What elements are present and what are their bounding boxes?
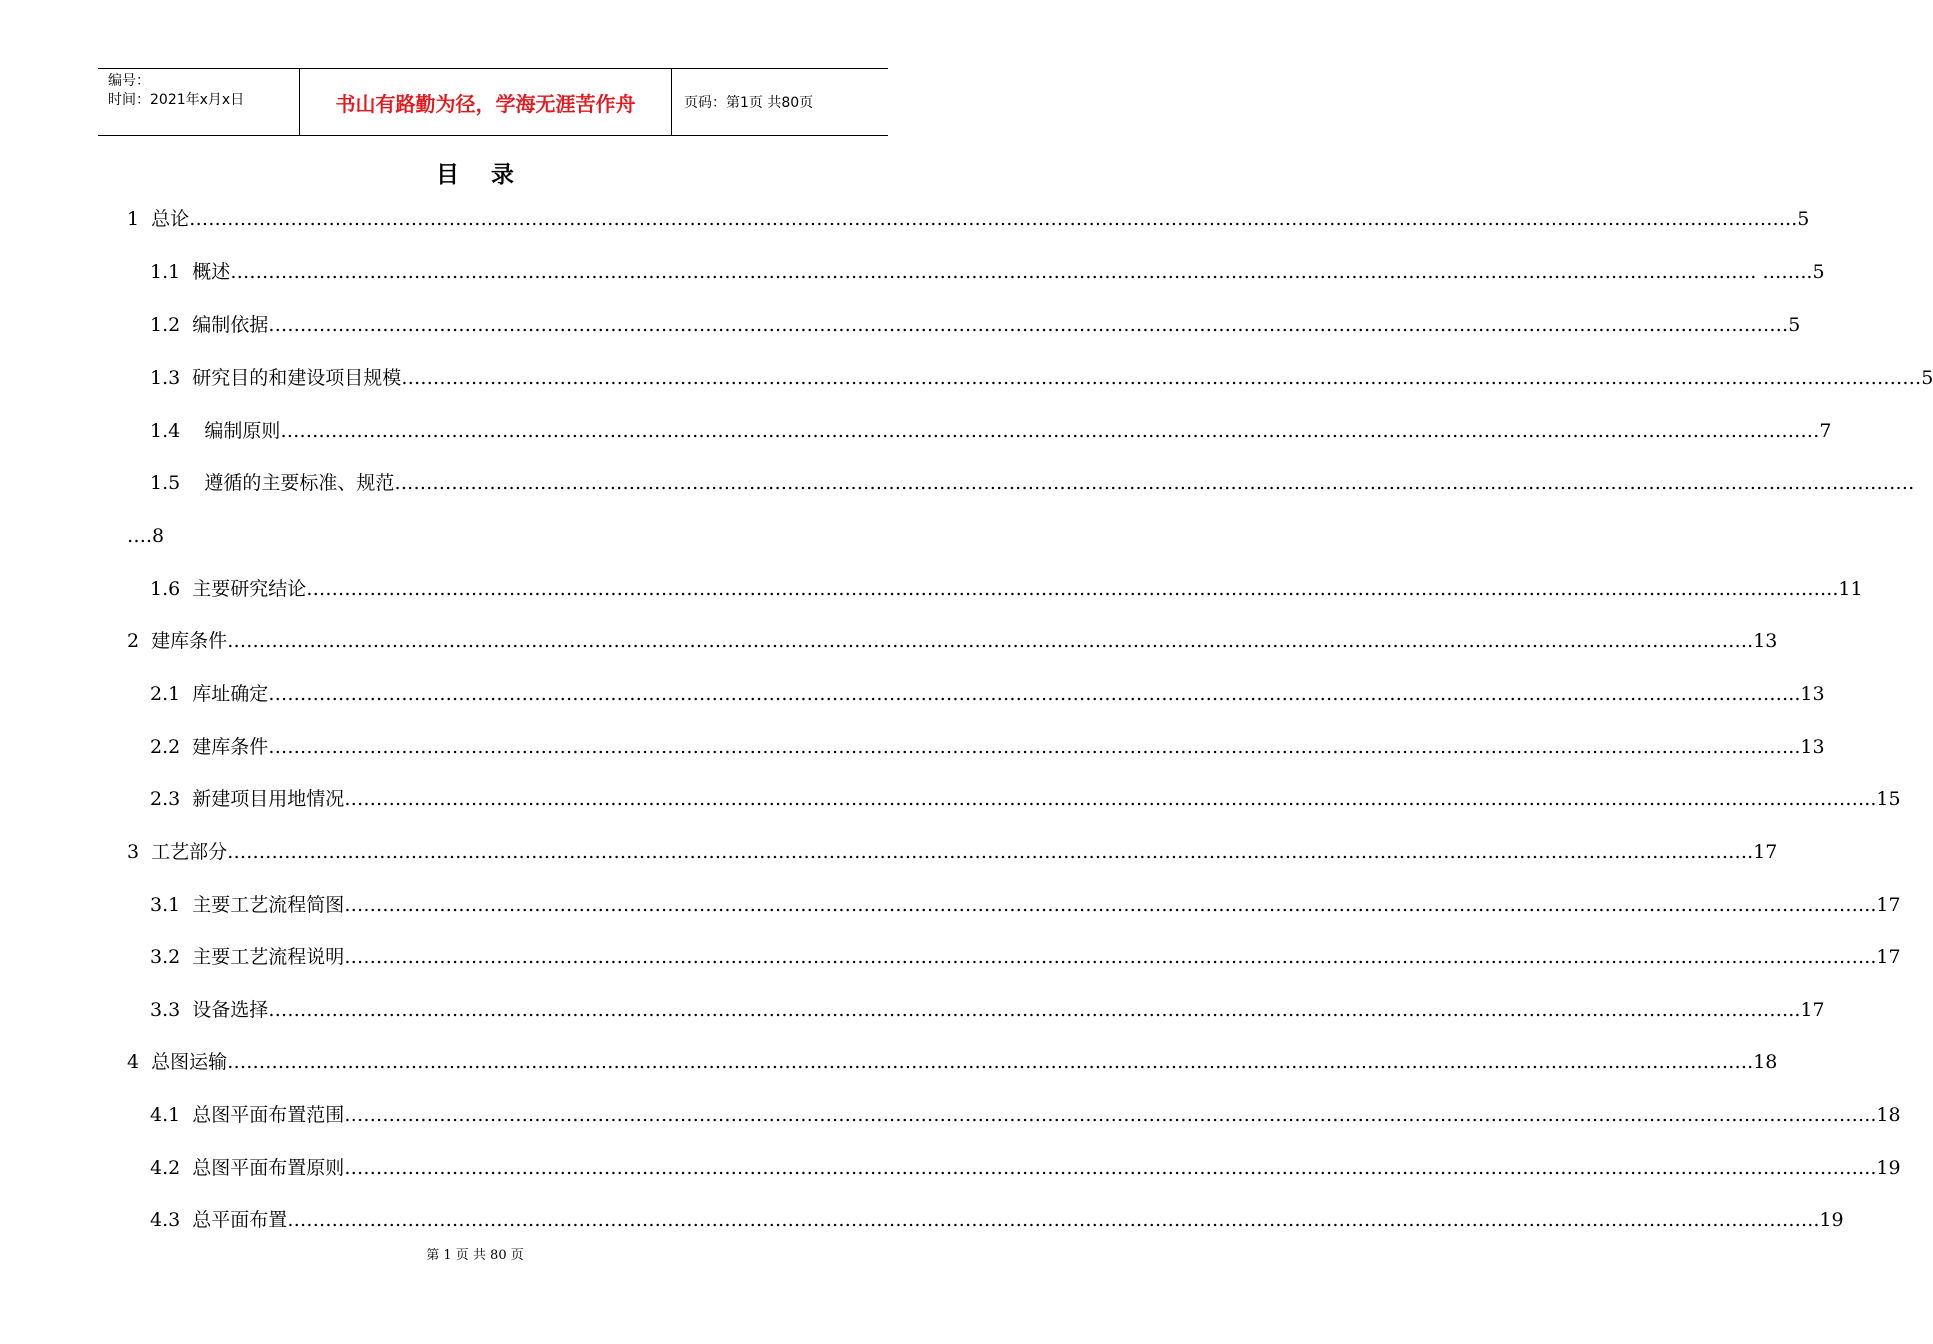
toc-leader-dots: …………………………………………………………………………………………………………………………………………………………………………………………………………………… (268, 999, 1789, 1021)
toc-entry[interactable] (150, 418, 1832, 444)
toc-entry[interactable] (150, 786, 1901, 812)
toc-entry[interactable] (150, 576, 1863, 602)
toc-entry-page: . ……..5 (1750, 261, 1825, 283)
toc-entry[interactable] (150, 312, 1801, 338)
toc-leader-dots: …………………………………………………………………………………………………………………………………………………………………………………………………………………… (401, 367, 1922, 389)
toc-entry-label: 1.1 概述 (150, 261, 231, 283)
toc-leader-dots: …………………………………………………………………………………………………………………………………………………………………………………………………………………… (280, 420, 1801, 442)
toc-entry[interactable] (127, 839, 1778, 865)
toc-entry-page: ..18 (1864, 1104, 1901, 1126)
toc-entry-page: .17 (1747, 841, 1778, 863)
toc-entry-page: ..19 (1864, 1157, 1901, 1179)
toc-entry-page: ..13 (1788, 736, 1825, 758)
toc-entry-label: 3.3 设备选择 (150, 999, 269, 1021)
toc-entry-label: 2.3 新建项目用地情况 (150, 788, 345, 810)
page-footer: 第 1 页 共 80 页 (426, 1248, 524, 1263)
toc-entry[interactable] (150, 365, 1933, 391)
toc-entry-page: .13 (1747, 630, 1778, 652)
toc-leader-dots: …………………………………………………………………………………………………………………………………………………………………………………………………………………… (287, 1209, 1808, 1231)
toc-entry-page: ..13 (1788, 683, 1825, 705)
code-label: 编号： (108, 73, 150, 89)
toc-entry-label: 1.5 遵循的主要标准、规范 (150, 472, 395, 494)
toc-entry[interactable] (150, 470, 1915, 496)
toc-entry-label: 2.1 库址确定 (150, 683, 269, 705)
toc-leader-dots: …………………………………………………………………………………………………………………………………………………………………………………………………………………… (268, 736, 1789, 758)
toc-leader-dots: …………………………………………………………………………………………………………………………………………………………………………………………………………………… (344, 788, 1865, 810)
toc-entry-page: ..11 (1826, 578, 1863, 600)
toc-entry-label: 4.2 总图平面布置原则 (150, 1157, 345, 1179)
toc-entry-label: 1 总论 (127, 208, 190, 230)
toc-leader-dots: …………………………………………………………………………………………………………………………………………………………………………………………………………………… (230, 261, 1751, 283)
toc-entry-label: 3.1 主要工艺流程简图 (150, 894, 345, 916)
toc-leader-dots: …………………………………………………………………………………………………………………………………………………………………………………………………………………… (344, 946, 1865, 968)
toc-entry-page: 5 (1788, 314, 1801, 336)
toc-entry-label: 1.3 研究目的和建设项目规模 (150, 367, 402, 389)
toc-leader-dots: …………………………………………………………………………………………………………………………………………………………………………………………………………………… (268, 683, 1789, 705)
toc-entry[interactable] (150, 259, 1825, 285)
toc-entry-page: ..17 (1864, 894, 1901, 916)
toc-entry-page: …………..5 (1709, 208, 1810, 230)
toc-entry[interactable] (150, 1102, 1901, 1128)
page-header (98, 68, 888, 136)
toc-entry-label: 2 建库条件 (127, 630, 228, 652)
toc-entry-label: 3 工艺部分 (127, 841, 228, 863)
toc-entry-page: ..17 (1788, 999, 1825, 1021)
toc-entry[interactable] (150, 1155, 1901, 1181)
toc-entry-page: 5 (1921, 367, 1933, 389)
toc-leader-dots: …………………………………………………………………………………………………………………………………………………………………………………………………………………… (227, 1051, 1748, 1073)
toc-entry[interactable] (127, 206, 1810, 232)
header-meta (98, 69, 300, 135)
toc-leader-dots: …………………………………………………………………………………………………………………………………………………………………………………………………………………… (344, 894, 1865, 916)
toc-entry-page: …7 (1800, 420, 1832, 442)
toc-entry-page: ..15 (1864, 788, 1901, 810)
toc-leader-dots: …………………………………………………………………………………………………………………………………………………………………………………………………………………… (344, 1157, 1865, 1179)
toc-entry-page: .8 (146, 525, 165, 547)
toc-entry[interactable] (150, 944, 1901, 970)
toc-entry-label: … (127, 525, 146, 547)
toc-entry-label: 1.2 编制依据 (150, 314, 269, 336)
toc-entry[interactable] (150, 734, 1825, 760)
toc-entry-label: 4 总图运输 (127, 1051, 228, 1073)
toc-entry-label: 1.4 编制原则 (150, 420, 281, 442)
toc-entry[interactable] (127, 628, 1778, 654)
toc-leader-dots: …………………………………………………………………………………………………………………………………………………………………………………………………………………… (189, 208, 1710, 230)
time-label: 时间：2021年x月x日 (108, 92, 245, 108)
toc-leader-dots: …………………………………………………………………………………………………………………………………………………………………………………………………………………… (306, 578, 1827, 600)
toc-entry[interactable] (127, 523, 164, 549)
toc-entry[interactable] (150, 892, 1901, 918)
toc-entry-label: 1.6 主要研究结论 (150, 578, 307, 600)
toc-leader-dots: …………………………………………………………………………………………………………………………………………………………………………………………………………………… (394, 472, 1915, 494)
toc-entry[interactable] (150, 1207, 1844, 1233)
toc-entry-label: 3.2 主要工艺流程说明 (150, 946, 345, 968)
toc-title: 目 录 (435, 162, 515, 188)
toc-entry-page: ..19 (1807, 1209, 1844, 1231)
toc-leader-dots: …………………………………………………………………………………………………………………………………………………………………………………………………………………… (227, 841, 1748, 863)
toc-entry[interactable] (150, 681, 1825, 707)
toc-entry-label: 4.3 总平面布置 (150, 1209, 288, 1231)
toc-entry-page: .18 (1747, 1051, 1778, 1073)
toc-entry[interactable] (127, 1049, 1778, 1075)
toc-leader-dots: …………………………………………………………………………………………………………………………………………………………………………………………………………………… (268, 314, 1789, 336)
toc-leader-dots: …………………………………………………………………………………………………………………………………………………………………………………………………………………… (344, 1104, 1865, 1126)
toc-entry-label: 4.1 总图平面布置范围 (150, 1104, 345, 1126)
toc-entry-label: 2.2 建库条件 (150, 736, 269, 758)
header-page-info: 页码：第1页 共80页 (684, 95, 814, 111)
header-motto: 书山有路勤为径，学海无涯苦作舟 (300, 69, 672, 135)
toc-entry[interactable] (150, 997, 1825, 1023)
toc-entry-page: ..17 (1864, 946, 1901, 968)
toc-leader-dots: …………………………………………………………………………………………………………………………………………………………………………………………………………………… (227, 630, 1748, 652)
